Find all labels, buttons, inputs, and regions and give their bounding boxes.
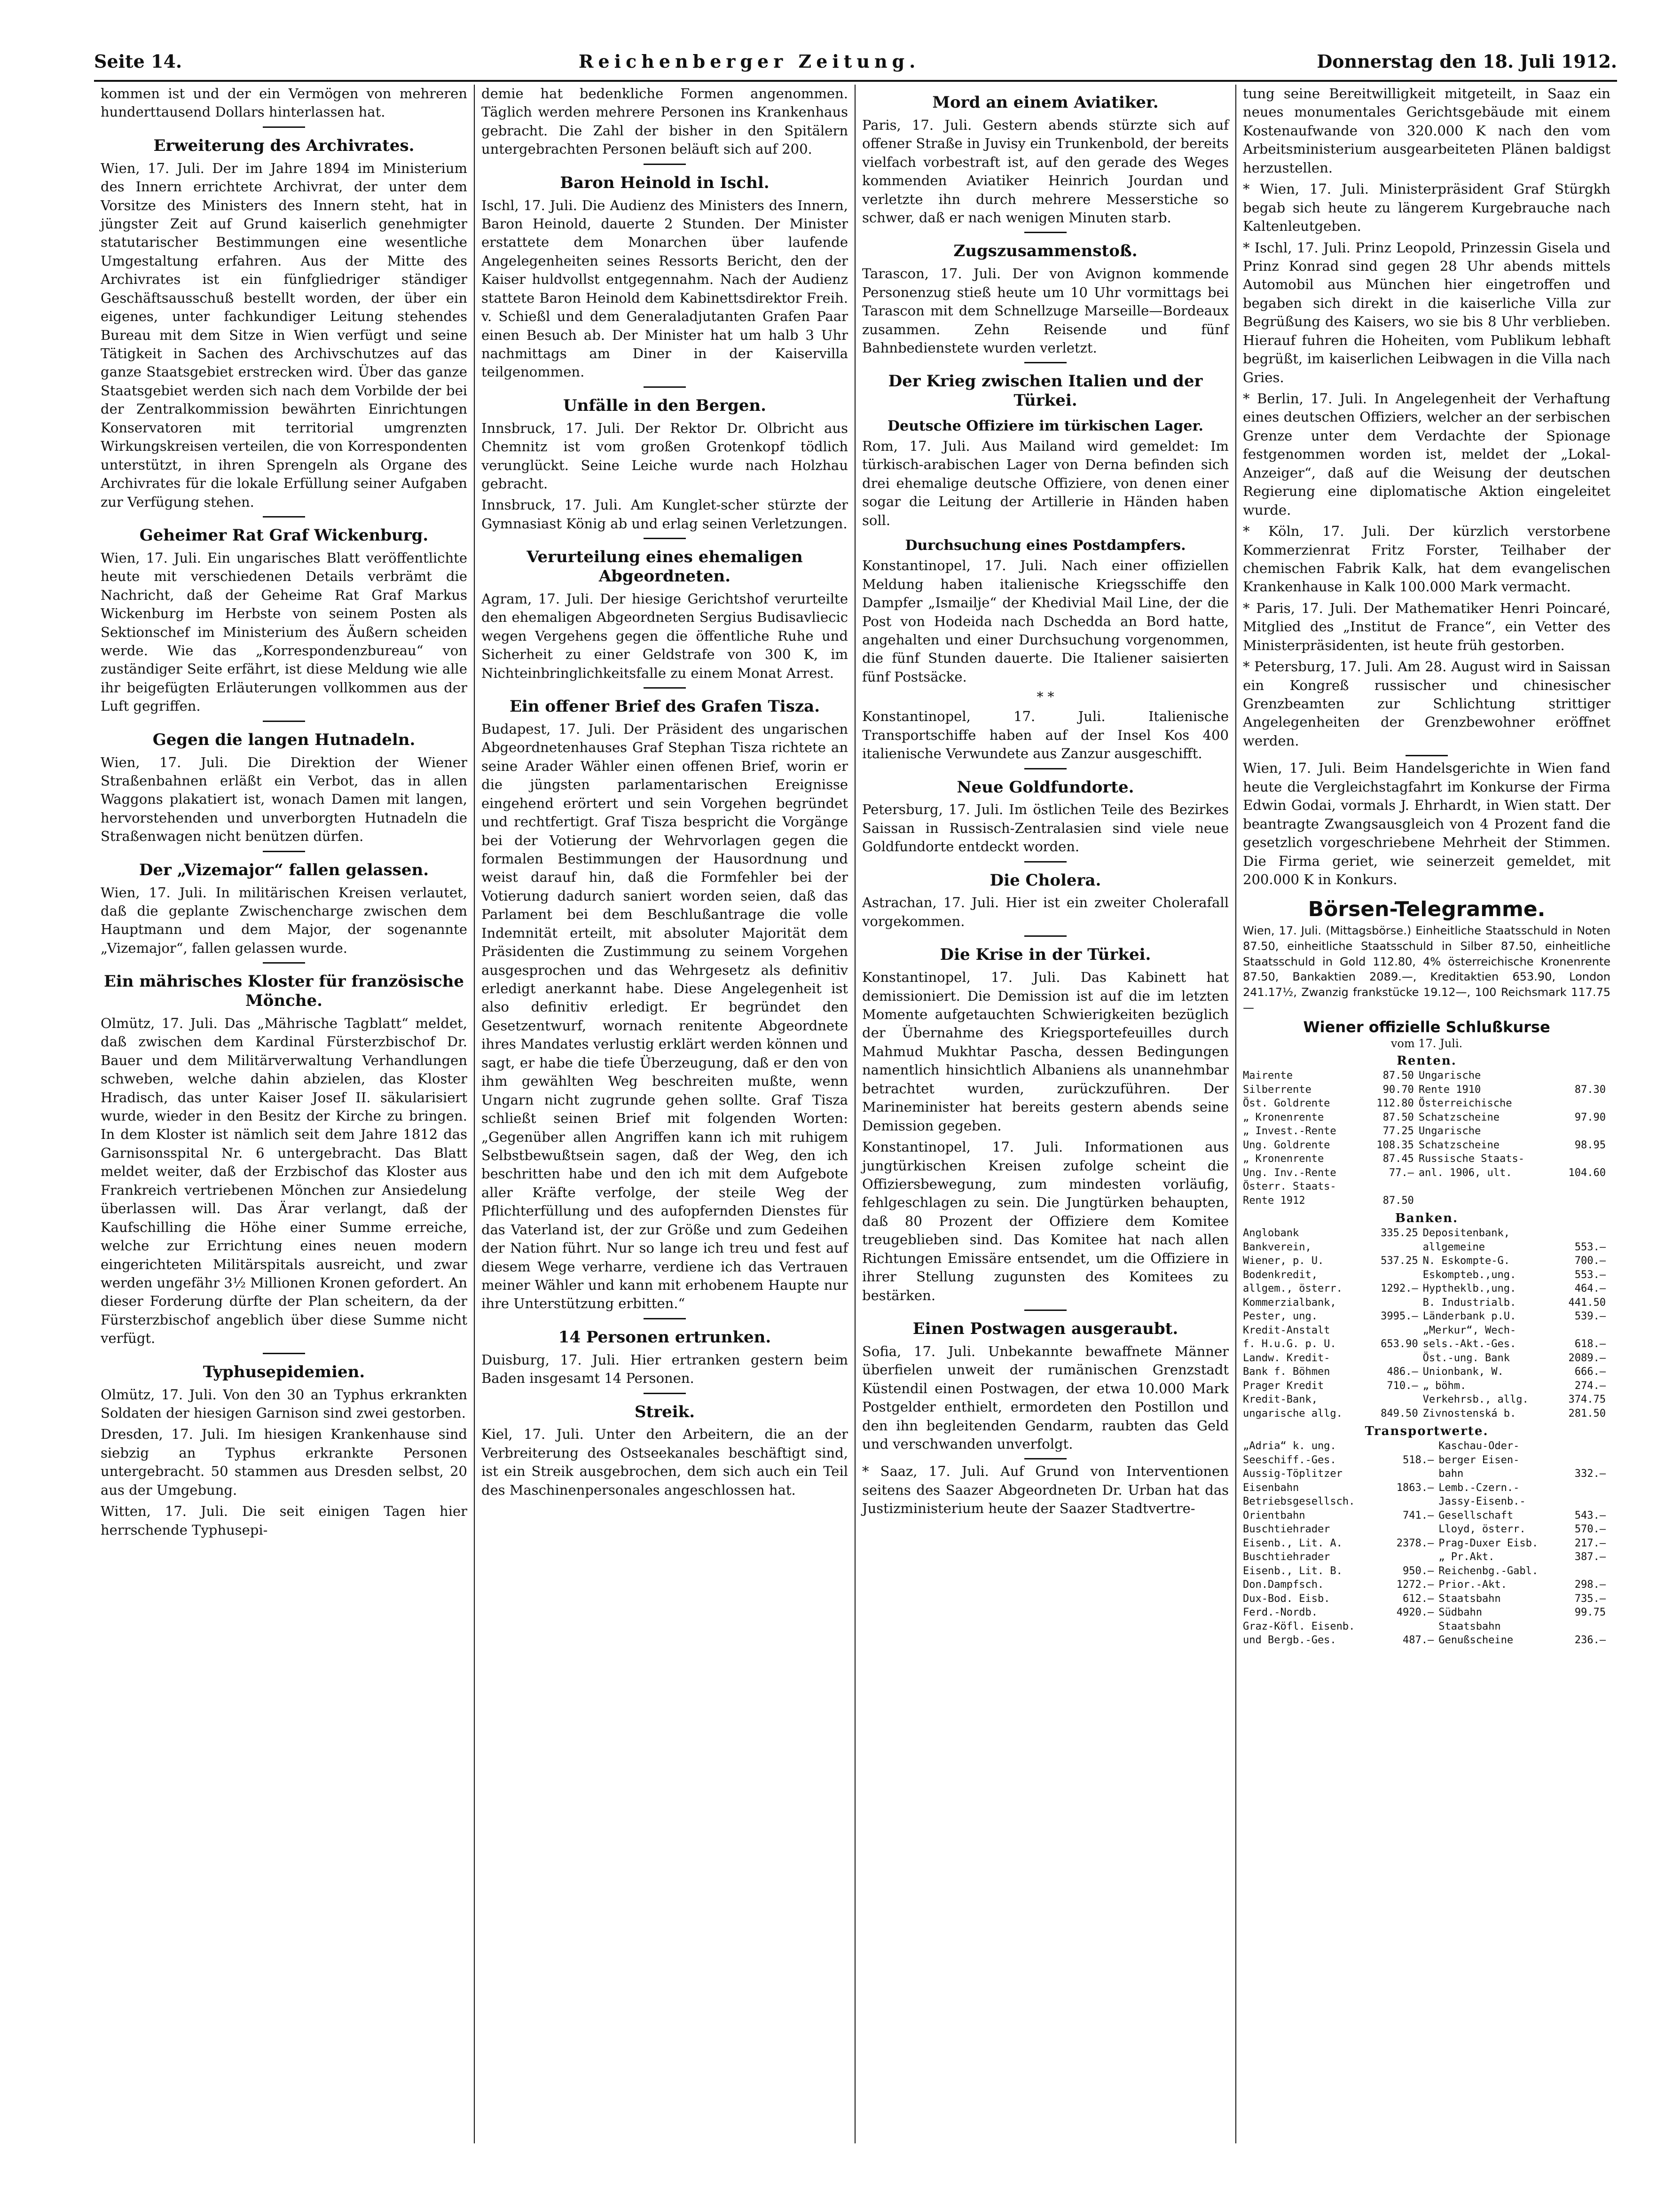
quote-name: Österr. Staats-: [1243, 1181, 1336, 1193]
quote-name: Orientbahn: [1243, 1509, 1305, 1522]
quote-value: 849.50: [1381, 1407, 1418, 1420]
quote-row: [1243, 1407, 1610, 1421]
quote-name: Buschtiehrader: [1243, 1523, 1330, 1536]
quote-name: Österreichische: [1418, 1098, 1512, 1110]
quote-name: „Merkur“, Wech-: [1422, 1324, 1516, 1336]
quote-row: [1243, 1282, 1610, 1296]
page-header: [94, 45, 1617, 78]
quote-row: [1243, 1351, 1610, 1365]
quote-value: [1556, 1180, 1610, 1194]
quote-row: [1243, 1310, 1610, 1324]
quote-value: 486.—: [1387, 1366, 1418, 1378]
quote-name: Ung. Goldrente: [1243, 1139, 1330, 1151]
article-headline: Streik.: [634, 1402, 695, 1421]
quote-row: [1243, 1097, 1610, 1111]
quote-name: Öst.-ung. Bank: [1422, 1352, 1510, 1364]
quote-row: [1243, 1111, 1610, 1125]
quote-row: [1243, 1509, 1610, 1523]
quote-value: 387.—: [1574, 1551, 1606, 1563]
quote-value: [1565, 1481, 1610, 1495]
quote-name: Aussig-Töplitzer: [1243, 1468, 1343, 1480]
article-separator: [263, 851, 305, 852]
quote-name: Eisenb., Lit. A.: [1243, 1537, 1343, 1549]
article-paragraph: * Saaz, 17. Juli. Auf Grund von Interventionen seitens des Saazer Abgeordneten Dr. Urban hat das Justizministerium heute der Saazer Stadtvertre-: [862, 1463, 1229, 1517]
quote-value: 543.—: [1574, 1509, 1606, 1522]
article-paragraph: tung seine Bereitwilligkeit mitgeteilt, in Saaz ein neues monumentales Gerichtsgebäude mit einem Kostenaufwande von 320.000 K nach den vom Arbeitsministerium ausgearbeiteten Plänen baldigst herzustellen.: [1243, 86, 1610, 176]
quote-row: [1243, 1194, 1610, 1208]
quote-value: 335.25: [1381, 1227, 1418, 1239]
quote-name: ungarische allg.: [1243, 1407, 1343, 1420]
quote-name: Depositenbank,: [1422, 1227, 1510, 1239]
quote-value: 1863.—: [1396, 1482, 1434, 1494]
article-paragraph: demie hat bedenkliche Formen angenommen. Täglich werden mehrere Personen ins Krankenhaus gebracht. Die Zahl der bisher in den Spitälern untergebrachten Personen beläuft sich auf 200.: [481, 86, 848, 157]
quote-name: und Bergb.-Ges.: [1243, 1634, 1336, 1647]
article-paragraph: * Paris, 17. Juli. Der Mathematiker Henri Poincaré, Mitglied des „Institut de France“, ein Vetter des Ministerpräsidenten, ist heute früh gestorben.: [1243, 600, 1610, 653]
article-paragraph: Witten, 17. Juli. Die seit einigen Tagen hier herrschende Typhusepi-: [101, 1503, 467, 1538]
article-headline: Unfälle in den Bergen.: [563, 396, 766, 415]
article-paragraph: Olmütz, 17. Juli. Von den 30 an Typhus erkrankten Soldaten der hiesigen Garnison sind zwei gestorben.: [101, 1386, 467, 1421]
quote-row: [1243, 1296, 1610, 1310]
quote-name: Prager Kredit: [1243, 1380, 1324, 1392]
quote-name: Jassy-Eisenb.-: [1438, 1496, 1526, 1508]
quote-value: 612.—: [1402, 1592, 1434, 1605]
article-paragraph: Wien, 17. Juli. Beim Handelsgerichte in Wien fand heute die Vergleichstagfahrt im Konkurse der Firma Edwin Godai, vormals J. Ehrhardt, in Wien statt. Der beantragte Zwangsausgleich von 4 Prozent fand die gesetzlich vorgeschriebene Mehrheit der Stimmen. Die Firma geriet, wie seinerzeit gemeldet, mit 200.000 K in Konkurs.: [1243, 760, 1610, 887]
quote-value: [1565, 1453, 1610, 1467]
quote-name: Schatzscheine: [1418, 1111, 1500, 1123]
article-headline: Ein mährisches Kloster für französische Mönche.: [103, 972, 464, 1011]
quote-value: [1385, 1467, 1439, 1481]
quote-value: 90.70: [1382, 1083, 1414, 1096]
quote-name: Don.Dampfsch.: [1243, 1579, 1324, 1591]
article-subheadline: Durchsuchung eines Postdampfers.: [905, 537, 1186, 554]
article-paragraph: Petersburg, 17. Juli. Im östlichen Teile des Bezirkes Saissan in Russisch-Zentralasien sind viele neue Goldfundorte entdeckt worden.: [862, 801, 1229, 855]
article-separator: [1024, 362, 1067, 363]
quote-value: [1369, 1268, 1423, 1282]
columns: [94, 85, 1617, 2143]
article-paragraph: * Wien, 17. Juli. Ministerpräsident Graf Stürgkh begab sich heute zu längerem Kurgebrauche nach Kaltenleutgeben.: [1243, 181, 1610, 235]
article-separator: [1024, 232, 1067, 233]
quote-value: 77.25: [1382, 1125, 1414, 1137]
quote-value: [1556, 1097, 1610, 1111]
banken-table: [1243, 1226, 1610, 1420]
article-paragraph: Agram, 17. Juli. Der hiesige Gerichtshof verurteilte den ehemaligen Abgeordneten Sergius Budisavliecic wegen Vergehens gegen die öffentliche Ruhe und Sicherheit zu einer Geldstrafe von 300 K, im Nichteinbringlichkeitsfalle zu einem Monat Arrest.: [481, 590, 848, 681]
masthead: Reichenberger Zeitung.: [578, 50, 920, 72]
quote-row: [1243, 1069, 1610, 1083]
quote-value: [1556, 1152, 1610, 1166]
quote-value: [1565, 1439, 1610, 1453]
quote-name: Graz-Köfl. Eisenb.: [1243, 1620, 1355, 1632]
quote-name: Unionbank, W.: [1422, 1366, 1504, 1378]
quote-name: Buschtiehrader: [1243, 1551, 1330, 1563]
quote-row: [1243, 1495, 1610, 1509]
quote-name: Bank f. Böhmen: [1243, 1366, 1330, 1378]
quote-value: 537.25: [1381, 1255, 1418, 1267]
article-separator: [1406, 755, 1448, 756]
article-headline: Die Cholera.: [990, 871, 1101, 890]
quote-row: [1243, 1365, 1610, 1379]
quote-value: [1385, 1495, 1439, 1509]
article-paragraph: Innsbruck, 17. Juli. Am Kunglet-scher stürzte der Gymnasiast König ab und erlag seinen Verletzungen.: [481, 497, 848, 532]
article-paragraph: * Petersburg, 17. Juli. Am 28. August wird in Saissan ein Kongreß russischer und chinesischer Grenzbeamten zur Schlichtung strittiger Angelegenheiten der Grenzbewohner eröffnet werden.: [1243, 659, 1610, 749]
article-separator: [644, 1318, 686, 1319]
quote-value: 741.—: [1402, 1509, 1434, 1522]
renten-table: [1243, 1069, 1610, 1208]
boerse-intro: Wien, 17. Juli. (Mittagsbörse.) Einheitliche Staatsschuld in Noten 87.50, einheitliche Staatsschuld in Silber 87.50, einheitliche Staatsschuld in Gold 112.80, 4% österreichische Kronenrente 87.50, Bankaktien 2089.—, Kreditaktien 653.90, London 241.17½, Zwanzig frankstücke 19.12—, 100 Reichsmark 117.75—: [1243, 924, 1610, 1014]
quote-row: [1243, 1268, 1610, 1282]
quote-name: bahn: [1438, 1468, 1464, 1480]
quote-name: [1419, 1194, 1556, 1208]
article-headline: Der „Vizemajor“ fallen gelassen.: [139, 860, 429, 879]
quote-name: Kredit-Bank,: [1243, 1394, 1318, 1406]
article-subheadline: Deutsche Offiziere im türkischen Lager.: [888, 418, 1203, 434]
quote-name: Eisenb., Lit. B.: [1243, 1565, 1343, 1577]
quote-row: [1243, 1337, 1610, 1351]
quote-name: Lloyd, österr.: [1438, 1523, 1526, 1536]
article-paragraph: * Köln, 17. Juli. Der kürzlich verstorbene Kommerzienrat Fritz Forster, Teilhaber der chemischen Fabrik Kalk, hat dem evangelischen Krankenhause in Kalk 100.000 Mark vermacht.: [1243, 523, 1610, 595]
quote-value: 1292.—: [1381, 1283, 1418, 1295]
quote-name: allgem., österr.: [1243, 1283, 1343, 1295]
column-4: [1236, 85, 1617, 2143]
quote-value: 700.—: [1574, 1255, 1606, 1267]
quote-value: [1557, 1324, 1610, 1338]
quote-value: 553.—: [1574, 1241, 1606, 1253]
column-1: [94, 85, 475, 2143]
quote-name: Kommerzialbank,: [1243, 1296, 1336, 1309]
article-paragraph: Dresden, 17. Juli. Im hiesigen Krankenhause sind siebzig an Typhus erkrankte Personen untergebracht. 50 stammen aus Dresden selbst, 20 aus der Umgebung.: [101, 1426, 467, 1498]
quote-value: 217.—: [1574, 1537, 1606, 1549]
article-paragraph: kommen ist und der ein Vermögen von mehreren hunderttausend Dollars hinterlassen hat.: [101, 86, 467, 120]
article-paragraph: Wien, 17. Juli. Die Direktion der Wiener Straßenbahnen erläßt ein Verbot, das in allen Waggons plakatiert ist, wonach Damen mit langen, hervorstehenden und unverborgten Hutnadeln die Straßenwagen nicht benützen dürfen.: [101, 754, 467, 845]
quote-name: Prior.-Akt.: [1438, 1579, 1507, 1591]
article-paragraph: Duisburg, 17. Juli. Hier ertranken gestern beim Baden insgesamt 14 Personen.: [481, 1351, 848, 1387]
quote-value: 710.—: [1387, 1380, 1418, 1392]
quote-value: 570.—: [1574, 1523, 1606, 1536]
quote-value: 618.—: [1574, 1338, 1606, 1350]
quote-name: Kredit-Anstalt: [1243, 1324, 1330, 1336]
quote-value: 332.—: [1574, 1468, 1606, 1480]
quote-name: N. Eskompte-G.: [1422, 1255, 1510, 1267]
quote-value: [1557, 1226, 1610, 1240]
article-headline: Der Krieg zwischen Italien und der Türkei.: [888, 372, 1203, 410]
article-paragraph: Kiel, 17. Juli. Unter den Arbeitern, die an der Verbreiterung des Ostseekanales beschäftigt sind, ist ein Streik ausgebrochen, dem sich auch ein Teil des Maschinenpersonales angeschlossen hat.: [481, 1426, 848, 1498]
quote-value: [1556, 1194, 1610, 1208]
quote-value: [1369, 1324, 1423, 1338]
article-paragraph: Budapest, 17. Juli. Der Präsident des ungarischen Abgeordnetenhauses Graf Stephan Tisza richtete an seine Arader Wähler einen offenen Brief, worin er die jüngsten parlamentarischen Ereignisse eingehend erörtert und sein Vorgehen begründet und rechtfertigt. Graf Tisza bespricht die Vorgänge bei der Votierung der Wehrvorlagen gegen die formalen Bestimmungen der Hausordnung und weist darauf hin, daß die Formfehler bei der Votierung dadurch saniert worden seien, daß das Parlament bei dem Beschlußantrage die volle Indemnität erteilt, mit absoluter Majorität dem Präsidenten die Zustimmung zu seinem Vorgehen ausgesprochen und das Wehrgesetz als definitiv erledigt anerkannt habe. Diese Angelegenheit ist also definitiv erledigt. Er begründet den Gesetzentwurf, wornach renitente Abgeordnete ihres Mandates verlustig erklärt werden können und sagt, er habe die tiefe Überzeugung, daß er den von ihm gewählten Weg beschreiten mußte, wenn Ungarn nicht zugrunde gehen sollte. Graf Tisza schließt seinen Brief mit folgenden Worten: „Gegenüber allen Angriffen kann ich mit ruhigem Selbstbewußtsein sagen, daß der Weg, den ich beschritten habe und den ich mit dem Aufgebote aller Kräfte verfolge, der steile Weg der Pflichterfüllung und des aufopfernden Dienstes für das Vaterland ist, der zur Größe und zum Gedeihen der Nation führt. Nur so lange ich treu und fest auf diesem Wege verharre, verdiene ich das Vertrauen meiner Wähler und kann mit erhobenem Haupte nur ihre Unterstützung erbitten.“: [481, 721, 848, 1312]
column-3: [856, 85, 1236, 2143]
quote-name: Silberrente: [1243, 1083, 1312, 1096]
quote-value: 950.—: [1402, 1565, 1434, 1577]
quote-value: 553.—: [1574, 1269, 1606, 1281]
quote-name: Hyptheklb.,ung.: [1422, 1283, 1516, 1295]
column-4-text: [1243, 85, 1610, 889]
article-headline: Zugszusammenstoß.: [953, 242, 1138, 261]
quote-name: Ungarische: [1418, 1125, 1481, 1137]
schlusskurse-date: vom 17. Juli.: [1390, 1037, 1463, 1051]
quote-row: [1243, 1592, 1610, 1606]
quote-name: Ungarische: [1418, 1070, 1481, 1082]
quote-name: Kaschau-Oder-: [1438, 1440, 1520, 1452]
quote-row: [1243, 1522, 1610, 1537]
article-paragraph: Olmütz, 17. Juli. Das „Mährische Tagblatt“ meldet, daß zwischen dem Kardinal Fürsterzbischof Dr. Bauer und dem Militärverwaltung Verhandlungen schweben, welche dahin abzielen, das Kloster Hradisch, das unter Kaiser Josef II. säkularisiert wurde, wieder in den Besitz der Kirche zu bringen. In dem Kloster ist nämlich seit dem Jahre 1812 das Garnisonsspital Nr. 6 untergebracht. Das Blatt meldet weiter, daß der Erzbischof das Kloster aus Frankreich vertriebenen Mönchen zur Ansiedelung überlassen will. Das Ärar verlangt, daß der Kaufschilling die Höhe einer Summe erreiche, welche zur Errichtung eines neuen modern eingerichteten Militärspitals ausreicht, und zwar werden ungefähr 3½ Millionen Kronen gefordert. An dieser Forderung dürfte der Plan scheitern, da der Fürsterzbischof angeblich über diese Summe nicht verfügt.: [101, 1015, 467, 1347]
article-paragraph: * Berlin, 17. Juli. In Angelegenheit der Verhaftung eines deutschen Offiziers, welcher an der serbischen Grenze unter dem Verdachte der Spionage festgenommen worden ist, meldet der „Lokal-Anzeiger“, daß auf die Weisung der deutschen Regierung eine diplomatische Aktion eingeleitet wurde.: [1243, 391, 1610, 518]
page-number: Seite 14.: [94, 50, 182, 72]
quote-row: [1243, 1578, 1610, 1592]
quote-name: Prag-Duxer Eisb.: [1438, 1537, 1539, 1549]
article-headline: Mord an einem Aviatiker.: [932, 93, 1159, 112]
transport-table: [1243, 1439, 1610, 1647]
quote-name: anl. 1906, ult.: [1418, 1167, 1512, 1179]
article-headline: Gegen die langen Hutnadeln.: [152, 730, 416, 749]
quote-name: Betriebsgesellsch.: [1243, 1496, 1355, 1508]
quote-value: 97.90: [1574, 1111, 1606, 1123]
quote-value: 3995.—: [1381, 1310, 1418, 1323]
article-headline: Ein offener Brief des Grafen Tisza.: [509, 697, 820, 716]
article-separator: [263, 962, 305, 964]
quote-value: 108.35: [1376, 1139, 1414, 1151]
quote-row: [1243, 1633, 1610, 1647]
article-paragraph: Konstantinopel, 17. Juli. Nach einer offiziellen Meldung haben italienische Kriegsschiffe den Dampfer „Ismailje“ der Khedivial Mail Line, der die Post von Hodeida nach Dschedda an Bord hatte, angehalten und einer Durchsuchung vorgenommen, die fünf Stunden dauerte. Die Italiener saisierten fünf Postsäcke.: [862, 557, 1229, 685]
quote-row: [1243, 1124, 1610, 1138]
quote-name: Öst. Goldrente: [1243, 1098, 1330, 1110]
quote-name: sels.-Akt.-Ges.: [1422, 1338, 1516, 1350]
quote-value: 374.75: [1568, 1394, 1606, 1406]
quote-row: [1243, 1537, 1610, 1551]
quote-row: [1243, 1152, 1610, 1166]
quote-name: „ Kronenrente: [1243, 1111, 1324, 1123]
quote-row: [1243, 1166, 1610, 1180]
quote-value: [1556, 1069, 1610, 1083]
article-headline: Erweiterung des Archivrates.: [153, 136, 415, 155]
quote-row: [1243, 1083, 1610, 1097]
quote-name: Eisenbahn: [1243, 1482, 1299, 1494]
quote-name: allgemeine: [1422, 1241, 1485, 1253]
quote-value: 518.—: [1402, 1454, 1434, 1466]
quote-value: 87.45: [1382, 1153, 1414, 1165]
article-separator: [644, 164, 686, 165]
quote-row: [1243, 1606, 1610, 1620]
quote-name: Landw. Kredit-: [1243, 1352, 1330, 1364]
quote-value: 236.—: [1574, 1634, 1606, 1647]
quote-value: [1369, 1393, 1423, 1407]
boerse-section: [1243, 897, 1610, 1647]
article-separator: [644, 687, 686, 689]
quote-value: 77.—: [1389, 1167, 1414, 1179]
article-separator: [644, 538, 686, 539]
quote-value: 87.50: [1382, 1070, 1414, 1082]
quote-row: [1243, 1254, 1610, 1268]
transport-heading: Transportwerte.: [1365, 1424, 1489, 1439]
quote-row: [1243, 1439, 1610, 1453]
quote-name: Genußscheine: [1438, 1634, 1514, 1647]
article-paragraph: Paris, 17. Juli. Gestern abends stürzte sich auf offener Straße in Juvisy ein Trunkenbold, der bereits vielfach vorbestraft ist, auf den gerade des Weges kommenden Aviatiker Heinrich Jourdan und verletzte ihn durch mehrere Messerstiche so schwer, daß er nach wenigen Minuten starb.: [862, 117, 1229, 226]
quote-value: 98.95: [1574, 1139, 1606, 1151]
article-separator: [263, 721, 305, 722]
article-separator: [1024, 768, 1067, 769]
quote-value: 87.50: [1382, 1194, 1414, 1207]
header-rule: [94, 80, 1617, 82]
quote-name: Verkehrsb., allg.: [1422, 1394, 1529, 1406]
issue-date: Donnerstag den 18. Juli 1912.: [1317, 50, 1617, 72]
article-paragraph: Konstantinopel, 17. Juli. Das Kabinett hat demissioniert. Die Demission ist auf die im letzten Momente aufgetauchten Schwierigkeiten bezüglich der Übernahme des Kriegsportefeuilles durch Mahmud Mukhtar Pascha, dessen Bedingungen namentlich hinsichtlich Albaniens als unannehmbar betrachtet wurden, zurückzuführen. Der Marineminister hat bereits gestern abends seine Demission gegeben.: [862, 969, 1229, 1134]
quote-name: „ Kronenrente: [1243, 1153, 1324, 1165]
article-paragraph: Wien, 17. Juli. In militärischen Kreisen verlautet, daß die geplante Zwischencharge zwischen dem Hauptmann und dem Major, der sogenannte „Vizemajor“, fallen gelassen wurde.: [101, 884, 467, 956]
quote-name: Schatzscheine: [1418, 1139, 1500, 1151]
boerse-title: Börsen-Telegramme.: [1308, 897, 1546, 922]
quote-row: [1243, 1180, 1610, 1194]
quote-name: Länderbank p.U.: [1422, 1310, 1516, 1323]
quote-name: „Adria“ k. ung.: [1243, 1440, 1336, 1452]
quote-name: Bodenkredit,: [1243, 1269, 1318, 1281]
quote-value: 464.—: [1574, 1283, 1606, 1295]
article-paragraph: Astrachan, 17. Juli. Hier ist ein zweiter Cholerafall vorgekommen.: [862, 894, 1229, 929]
quote-value: 735.—: [1574, 1592, 1606, 1605]
quote-name: „ Invest.-Rente: [1243, 1125, 1336, 1137]
quote-row: [1243, 1226, 1610, 1240]
quote-value: [1364, 1180, 1419, 1194]
article-separator: [1024, 861, 1067, 863]
quote-name: Bankverein,: [1243, 1241, 1312, 1253]
quote-name: Eskompteb.,ung.: [1422, 1269, 1516, 1281]
asterisk-divider: * *: [1037, 689, 1054, 705]
quote-value: 87.30: [1574, 1083, 1606, 1096]
quote-name: Staatsbahn: [1438, 1592, 1501, 1605]
quote-row: [1243, 1467, 1610, 1481]
article-headline: Geheimer Rat Graf Wickenburg.: [139, 526, 429, 545]
quote-value: [1369, 1351, 1423, 1365]
quote-row: [1243, 1324, 1610, 1338]
quote-name: Südbahn: [1438, 1607, 1482, 1619]
quote-value: 99.75: [1574, 1607, 1606, 1619]
article-headline: Die Krise in der Türkei.: [940, 945, 1151, 965]
article-paragraph: Sofia, 17. Juli. Unbekannte bewaffnete Männer überfielen unweit der rumänischen Grenzstadt Küstendil einen Postwagen, der etwa 10.000 Mark Postgelder enthielt, ermordeten den Postillon und den ihn begleitenden Gendarm, raubten das Geld und verschwanden unverfolgt.: [862, 1343, 1229, 1452]
quote-name: f. H.u.G. p. U.: [1243, 1338, 1336, 1350]
quote-row: [1243, 1481, 1610, 1495]
article-paragraph: Konstantinopel, 17. Juli. Italienische Transportschiffe haben auf der Insel Kos 400 italienische Verwundete aus Zanzur ausgeschifft.: [862, 708, 1229, 762]
article-paragraph: * Ischl, 17. Juli. Prinz Leopold, Prinzessin Gisela und Prinz Konrad sind gegen 28 Uhr abends mittels Automobil aus München hier eingetroffen und begaben sich direkt in die kaiserliche Villa zur Begrüßung des Kaisers, wo sie bis 8 Uhr verblieben. Hierauf fuhren die Hoheiten, vom Publikum lebhaft begrüßt, im kaiserlichen Leibwagen in die Villa nach Gries.: [1243, 239, 1610, 385]
quote-name: Rente 1910: [1418, 1083, 1481, 1096]
article-separator: [263, 1353, 305, 1354]
article-headline: Einen Postwagen ausgeraubt.: [912, 1319, 1178, 1339]
article-headline: Verurteilung eines ehemaligen Abgeordneten.: [526, 548, 803, 586]
quote-name: berger Eisen-: [1438, 1454, 1520, 1466]
quote-name: Pester, ung.: [1243, 1310, 1318, 1323]
quote-row: [1243, 1379, 1610, 1393]
quote-value: 487.—: [1402, 1634, 1434, 1647]
schlusskurse-title: Wiener offizielle Schlußkurse: [1303, 1018, 1550, 1036]
article-headline: Baron Heinold in Ischl.: [560, 173, 770, 192]
quote-name: Reichenbg.-Gabl.: [1438, 1565, 1539, 1577]
quote-name: Staatsbahn: [1438, 1620, 1501, 1632]
quote-row: [1243, 1240, 1610, 1255]
column-2: [475, 85, 856, 2143]
quote-row: [1243, 1564, 1610, 1578]
article-separator: [1024, 1458, 1067, 1459]
quote-value: [1369, 1296, 1423, 1310]
article-headline: 14 Personen ertrunken.: [558, 1327, 771, 1347]
article-separator: [644, 1393, 686, 1394]
quote-row: [1243, 1620, 1610, 1634]
quote-value: [1385, 1439, 1439, 1453]
quote-value: [1385, 1620, 1439, 1634]
quote-name: Zivnostenská b.: [1422, 1407, 1516, 1420]
renten-heading: Renten.: [1397, 1054, 1457, 1068]
quote-name: Mairente: [1243, 1070, 1293, 1082]
quote-value: [1385, 1550, 1439, 1564]
quote-value: 298.—: [1574, 1579, 1606, 1591]
banken-heading: Banken.: [1395, 1211, 1459, 1226]
quote-name: „ Pr.Akt.: [1438, 1551, 1495, 1563]
article-paragraph: Innsbruck, 17. Juli. Der Rektor Dr. Olbricht aus Chemnitz ist vom großen Grotenkopf tödlich verunglückt. Seine Leiche wurde nach Holzhau gebracht.: [481, 420, 848, 492]
article-paragraph: Wien, 17. Juli. Der im Jahre 1894 im Ministerium des Innern errichtete Archivrat, der unter dem Vorsitze des Ministers des Innern steht, hat in jüngster Zeit auf Grund kaiserlich genehmigter statutarischer Bestimmungen eine wesentliche Umgestaltung erfahren. Aus der Mitte des Archivrates ist ein fünfgliedriger ständiger Geschäftsausschuß bestellt worden, der über ein eigenes, unter fachkundiger Leitung stehendes Bureau mit dem Sitze in Wien verfügt und seine Tätigkeit in Sachen des Archivschutzes auf das ganze Staatsgebiet erstrecken wird. Über das ganze Staatsgebiet werden sich nach dem Vorbilde der bei der Zentralkommission bewährten Einrichtungen Konservatoren mit territorial umgrenzten Wirkungskreisen verteilen, die von Korrespondenten unterstützt, in ihren Sprengeln als Organe des Archivrates für die lokale Erfüllung seiner Aufgaben zur Verfügung stehen.: [101, 160, 467, 510]
quote-name: „ böhm.: [1422, 1380, 1467, 1392]
quote-row: [1243, 1393, 1610, 1407]
quote-value: 281.50: [1568, 1407, 1606, 1420]
article-separator: [263, 516, 305, 518]
article-separator: [1024, 1310, 1067, 1311]
article-separator: [644, 386, 686, 388]
quote-value: 653.90: [1381, 1338, 1418, 1350]
quote-name: Anglobank: [1243, 1227, 1299, 1239]
quote-value: 441.50: [1568, 1296, 1606, 1309]
quote-value: 539.—: [1574, 1310, 1606, 1323]
quote-value: 2089.—: [1568, 1352, 1606, 1364]
article-paragraph: Ischl, 17. Juli. Die Audienz des Ministers des Innern, Baron Heinold, dauerte 2 Stunden. Der Minister erstattete dem Monarchen über laufende Angelegenheiten seines Ressorts Bericht, den der Kaiser huldvollst entgegennahm. Nach der Audienz stattete Baron Heinold dem Kabinettsdirektor Freih. v. Schießl und dem Generaladjutanten Grafen Paar einen Besuch ab. Der Minister hat um halb 3 Uhr nachmittags am Diner in der Kaiservilla teilgenommen.: [481, 197, 848, 380]
quote-name: Lemb.-Czern.-: [1438, 1482, 1520, 1494]
quote-name: Rente 1912: [1243, 1194, 1305, 1207]
quote-value: 104.60: [1568, 1167, 1606, 1179]
quote-value: [1565, 1564, 1610, 1578]
quote-value: 2378.—: [1396, 1537, 1434, 1549]
quote-name: [1419, 1180, 1556, 1194]
quote-row: [1243, 1550, 1610, 1564]
article-paragraph: Rom, 17. Juli. Aus Mailand wird gemeldet: Im türkisch-arabischen Lager von Derna befinden sich drei ehemalige deutsche Offiziere, von denen einer sogar die Leitung der Artillerie in Händen haben soll.: [862, 438, 1229, 528]
quote-value: [1565, 1620, 1610, 1634]
quote-row: [1243, 1138, 1610, 1153]
article-headline: Neue Goldfundorte.: [957, 777, 1134, 797]
quote-name: Gesellschaft: [1438, 1509, 1514, 1522]
quote-value: 666.—: [1574, 1366, 1606, 1378]
quote-value: [1565, 1495, 1610, 1509]
quote-name: B. Industrialb.: [1422, 1296, 1516, 1309]
quote-name: Dux-Bod. Eisb.: [1243, 1592, 1330, 1605]
quote-value: 1272.—: [1396, 1579, 1434, 1591]
quote-name: Russische Staats-: [1418, 1153, 1524, 1165]
quote-value: [1369, 1240, 1423, 1255]
quote-row: [1243, 1453, 1610, 1467]
quote-value: 274.—: [1574, 1380, 1606, 1392]
quote-value: [1385, 1522, 1439, 1537]
quote-name: Ung. Inv.-Rente: [1243, 1167, 1336, 1179]
quote-value: 4920.—: [1396, 1607, 1434, 1619]
article-separator: [263, 126, 305, 128]
article-headline: Typhusepidemien.: [203, 1362, 365, 1381]
article-paragraph: Konstantinopel, 17. Juli. Informationen aus jungtürkischen Kreisen zufolge scheint die Offiziersbewegung, zum mindesten vorläufig, fehlgeschlagen zu sein. Die Jungtürken behaupten, daß 80 Prozent der Offiziere dem Komitee treugeblieben sind. Das Komitee hat nach allen Richtungen Emissäre entsendet, um die Offiziere in ihrer Stellung zugunsten des Komitees zu bestärken.: [862, 1139, 1229, 1303]
quote-value: 87.50: [1382, 1111, 1414, 1123]
quote-name: Seeschiff.-Ges.: [1243, 1454, 1336, 1466]
quote-value: [1556, 1124, 1610, 1138]
article-separator: [1024, 935, 1067, 937]
quote-name: Wiener, p. U.: [1243, 1255, 1324, 1267]
article-paragraph: Wien, 17. Juli. Ein ungarisches Blatt veröffentlichte heute mit verschiedenen Details verbrämt die Nachricht, daß der Geheime Rat Graf Markus Wickenburg im Herbste von seinem Posten als Sektionschef im Ministerium des Äußern scheiden werde. Wie das „Korrespondenzbureau“ von zuständiger Seite erfährt, ist diese Meldung wie alle ihr beigefügten Erläuterungen vollkommen aus der Luft gegriffen.: [101, 549, 467, 714]
article-paragraph: Tarascon, 17. Juli. Der von Avignon kommende Personenzug stieß heute um 10 Uhr vormittags bei Tarascon mit dem Schnellzuge Marseille—Bordeaux zusammen. Zehn Reisende und fünf Bahnbedienstete wurden verletzt.: [862, 266, 1229, 356]
quote-name: Ferd.-Nordb.: [1243, 1607, 1318, 1619]
quote-value: 112.80: [1376, 1098, 1414, 1110]
